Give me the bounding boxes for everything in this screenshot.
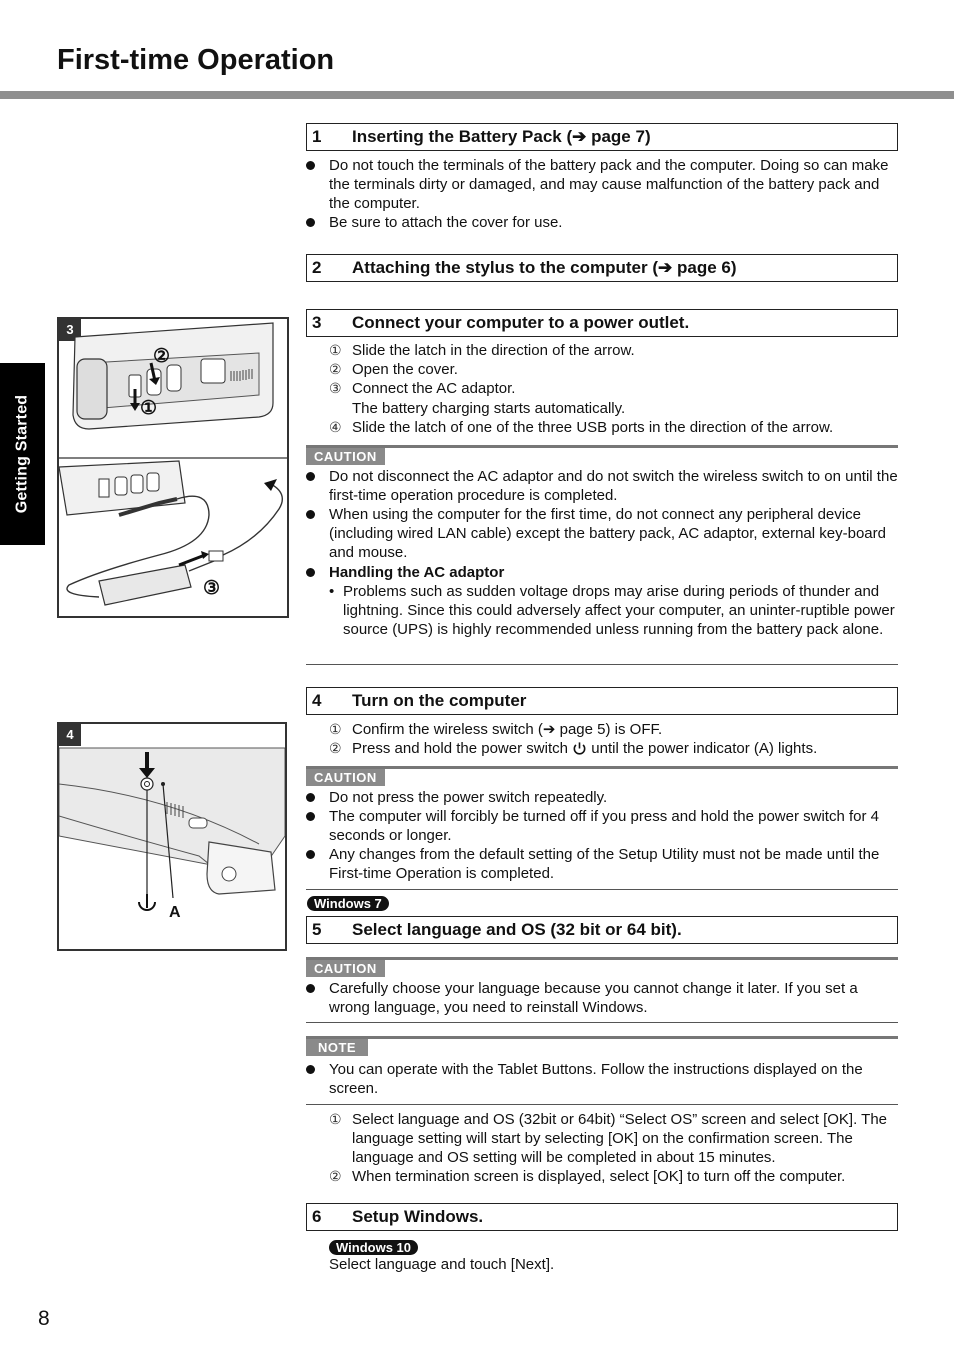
item-marker: ②: [329, 1168, 342, 1184]
caution-label: CAUTION: [306, 960, 385, 977]
caution-rule: [306, 766, 898, 769]
step-1-bullet-2: [306, 213, 898, 232]
step-1-bullet-1: [306, 156, 898, 213]
item-text-part-b: until the power indicator (A) lights.: [591, 740, 818, 757]
bullet-text: When using the computer for the first time, do not connect any peripheral device (including wired LAN cable) except the battery pack, AC adaptor, external key-board and mouse.: [329, 506, 886, 561]
note-end-rule: [306, 1104, 898, 1105]
step-5-heading: [306, 916, 898, 944]
item-marker: ④: [329, 419, 342, 435]
note-label: NOTE: [306, 1039, 368, 1056]
item-text: Connect the AC adaptor.: [352, 380, 516, 397]
step-number: 1: [312, 127, 322, 146]
step-5-item-2: [329, 1167, 898, 1186]
item-marker: ③: [329, 380, 342, 396]
item-marker: ①: [329, 342, 342, 358]
step-3-item-3-note: The battery charging starts automatically.: [352, 400, 626, 417]
step-5-note-1: [306, 1060, 898, 1098]
step-3-item-3: [329, 379, 898, 398]
item-marker: ①: [329, 721, 342, 737]
bullet-dot: [306, 984, 315, 993]
step-5-item-1: [329, 1110, 898, 1167]
bullet-dot: [306, 793, 315, 802]
item-text: Slide the latch of one of the three USB ports in the direction of the arrow.: [352, 419, 834, 436]
step-3-caution-3: [306, 563, 898, 582]
step-number: 2: [312, 258, 322, 277]
bullet-dot: [306, 850, 315, 859]
step-4-heading: [306, 687, 898, 715]
item-marker: ②: [329, 740, 342, 756]
windows-10-badge: Windows 10: [329, 1240, 418, 1255]
bullet-dot: [306, 218, 315, 227]
side-tab-label: Getting Started: [13, 394, 31, 514]
item-text: Select language and OS (32bit or 64bit) “Select OS” screen and select [OK]. The language setting will start by selecting [OK] on the confirmation screen. The language and OS setting will be completed in about 15 minutes.: [352, 1111, 888, 1166]
step-title: Inserting the Battery Pack (➔ page 7): [352, 127, 651, 146]
bullet-text: Handling the AC adaptor: [329, 564, 505, 581]
item-text: Open the cover.: [352, 361, 458, 378]
bullet-text: Do not press the power switch repeatedly.: [329, 789, 608, 806]
page-number: 8: [38, 1307, 50, 1330]
step-2-heading: [306, 254, 898, 282]
step-3-caution-1: [306, 467, 898, 505]
bullet-text: Carefully choose your language because you cannot change it later. If you set a wrong language, you need to reinstall Windows.: [329, 980, 858, 1016]
bullet-dot: [306, 472, 315, 481]
step-title: Attaching the stylus to the computer (➔ page 6): [352, 258, 737, 277]
bullet-text: You can operate with the Tablet Buttons. Follow the instructions displayed on the screen.: [329, 1061, 863, 1097]
windows-7-badge: Windows 7: [307, 896, 389, 911]
step-4-caution-1: [306, 788, 898, 807]
step-4-item-1: [329, 720, 898, 739]
item-marker: ②: [329, 361, 342, 377]
callout-1: ①: [140, 398, 158, 419]
step-4-item-2: [329, 739, 898, 758]
power-icon: [572, 741, 587, 756]
step-3-item-2: [329, 360, 898, 379]
caution-label: CAUTION: [306, 769, 385, 786]
step-5-caution-1: [306, 979, 898, 1017]
item-text: Slide the latch in the direction of the arrow.: [352, 342, 635, 359]
caution-rule: [306, 445, 898, 448]
step-number: 3: [312, 313, 322, 332]
item-text: [352, 739, 898, 758]
bullet-dot: [306, 510, 315, 519]
item-marker: ①: [329, 1111, 342, 1127]
item-text: Confirm the wireless switch (➔ page 5) is OFF.: [352, 721, 663, 738]
callout-3: ③: [203, 578, 221, 599]
step-1-heading: [306, 123, 898, 151]
note-rule: [306, 1036, 898, 1039]
figure-4: [57, 722, 287, 951]
step-number: 5: [312, 920, 322, 939]
step-title: Connect your computer to a power outlet.: [352, 313, 690, 332]
step-6-heading: [306, 1203, 898, 1231]
page-title: First-time Operation: [57, 44, 335, 76]
step-3-item-4: [329, 418, 898, 437]
caution-label: CAUTION: [306, 448, 385, 465]
step-6-text: Select language and touch [Next].: [329, 1256, 555, 1273]
bullet-dot: [306, 161, 315, 170]
figure-label: 3: [59, 319, 81, 341]
step-title: Setup Windows.: [352, 1207, 484, 1226]
figure-3: [57, 317, 289, 618]
step-4-caution-3: [306, 845, 898, 883]
step-title: Turn on the computer: [352, 691, 527, 710]
bullet-dot: [306, 812, 315, 821]
item-text: When termination screen is displayed, select [OK] to turn off the computer.: [352, 1168, 846, 1185]
caution-end-rule: [306, 1022, 898, 1023]
figure-label: 4: [59, 724, 81, 746]
step-3-item-1: [329, 341, 898, 360]
step-3-heading: [306, 309, 898, 337]
step-3-caution-2: [306, 505, 898, 562]
caution-end-rule: [306, 664, 898, 665]
step-3-handling-sub: [329, 582, 898, 639]
bullet-text: The computer will forcibly be turned off if you press and hold the power switch for 4 seconds or longer.: [329, 808, 879, 844]
step-4-caution-2: [306, 807, 898, 845]
step-title: Select language and OS (32 bit or 64 bit).: [352, 920, 682, 939]
caution-end-rule: [306, 889, 898, 890]
bullet-dot: [306, 568, 315, 577]
callout-a: A: [169, 904, 181, 921]
sub-bullet-marker: •: [329, 583, 335, 600]
bullet-text: Any changes from the default setting of the Setup Utility must not be made until the First-time Operation is completed.: [329, 846, 880, 882]
step-number: 6: [312, 1207, 322, 1226]
bullet-text: Do not touch the terminals of the battery pack and the computer. Doing so can make the terminals dirty or damaged, and may cause malfunction of the battery pack and the computer.: [329, 157, 889, 212]
callout-2: ②: [153, 346, 171, 367]
bullet-text: Be sure to attach the cover for use.: [329, 214, 563, 231]
item-text-part-a: Press and hold the power switch: [352, 740, 568, 757]
side-tab: [0, 363, 45, 545]
bullet-dot: [306, 1065, 315, 1074]
sub-bullet-text: Problems such as sudden voltage drops may arise during periods of thunder and lightning. Since this could adversely affect your computer, an uninter-ruptible power source (UPS) is highly recommended unless running from the battery pack alone.: [343, 583, 895, 638]
caution-rule: [306, 957, 898, 960]
bullet-text: Do not disconnect the AC adaptor and do not switch the wireless switch to on until the first-time operation procedure is completed.: [329, 468, 898, 504]
laptop-ports-illustration: [59, 319, 287, 616]
step-number: 4: [312, 691, 322, 710]
title-rule: [0, 91, 954, 99]
